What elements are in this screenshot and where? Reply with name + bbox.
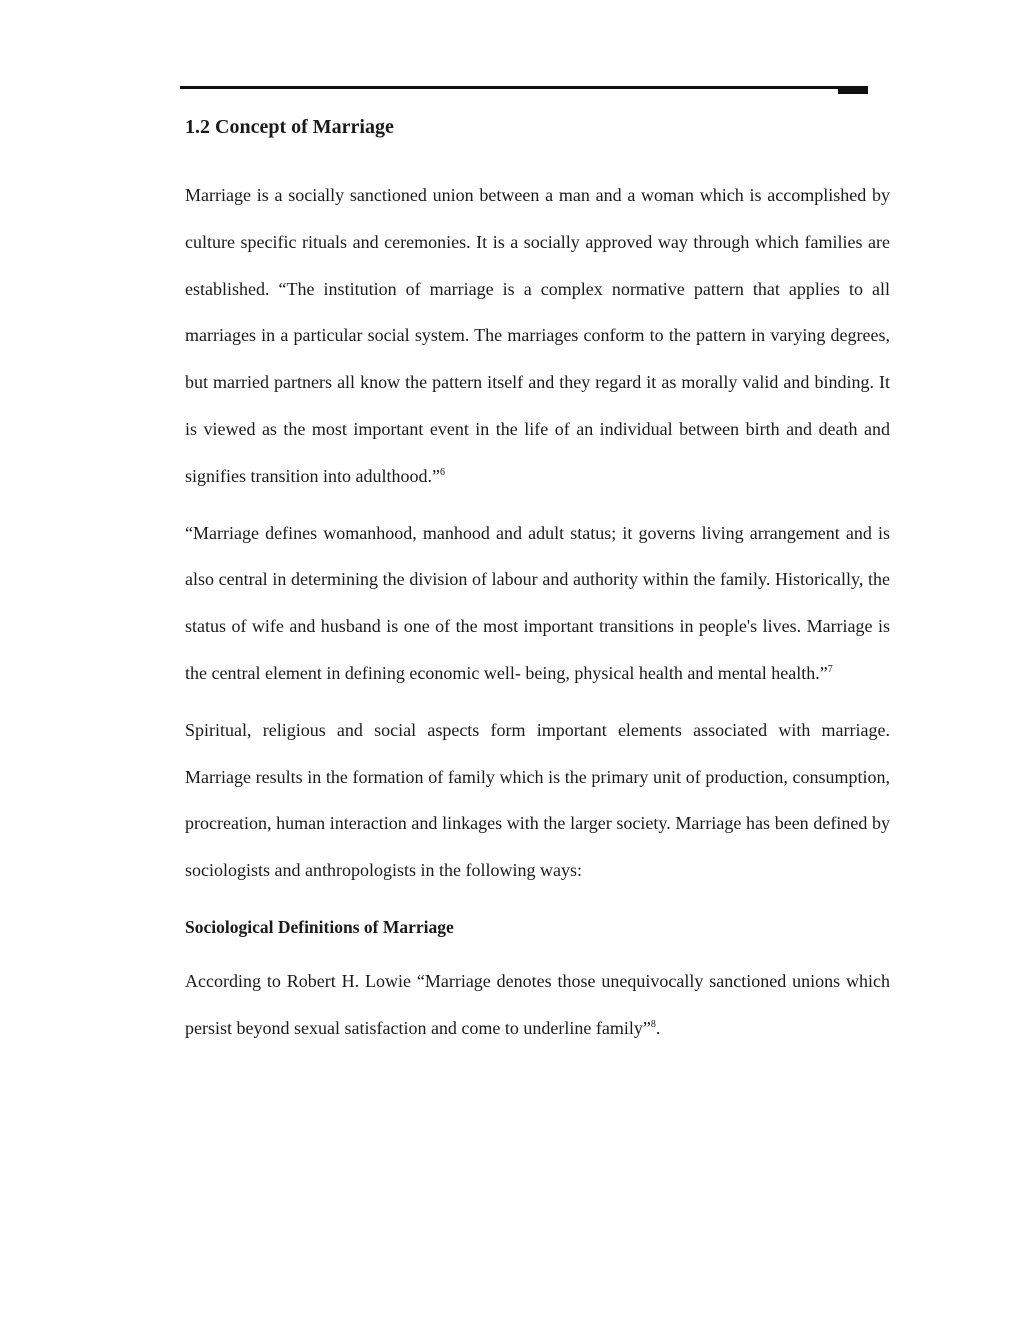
footnote-ref: 6 [439,466,445,478]
footnote-ref: 8 [650,1018,656,1030]
paragraph-marriage-status [185,510,890,697]
page-body [185,108,890,1062]
header-rule [180,86,868,89]
paragraph-trailing: . [655,1017,661,1038]
subsection-heading: Sociological Definitions of Marriage [185,916,454,937]
paragraph-lowie-definition [185,958,890,1052]
footnote-ref: 7 [827,663,833,675]
paragraph-text: According to Robert H. Lowie “Marriage denotes those unequivocally sanctioned unions which persist beyond sexual satisfaction and come to underline family” [185,970,890,1038]
paragraph-text: “Marriage defines womanhood, manhood and adult status; it governs living arrangement and is also central in determining the division of labour and authority within the family. Historically, the status of wife and husband is one of the most important transitions in people's lives. Marriage is the central element in defining economic well- being, physical health and mental health.” [185,522,890,683]
paragraph-marriage-definition [185,172,890,500]
section-heading: 1.2 Concept of Marriage [185,116,394,138]
header-rule-block [838,86,868,94]
paragraph-text: Spiritual, religious and social aspects form important elements associated with marriage. Marriage results in the formation of family which is the primary unit of production, consumption, procreation, human interaction and linkages with the larger society. Marriage has been defined by sociologists and anthropologists in the following ways: [185,719,890,881]
paragraph-text: Marriage is a socially sanctioned union between a man and a woman which is accomplished by culture specific rituals and ceremonies. It is a socially approved way through which families are established. “The institution of marriage is a complex normative pattern that applies to all marriages in a particular social system. The marriages conform to the pattern in varying degrees, but married partners all know the pattern itself and they regard it as morally valid and binding. It is viewed as the most important event in the life of an individual between birth and death and signifies transition into adulthood.” [185,185,890,486]
paragraph-marriage-aspects [185,707,890,894]
